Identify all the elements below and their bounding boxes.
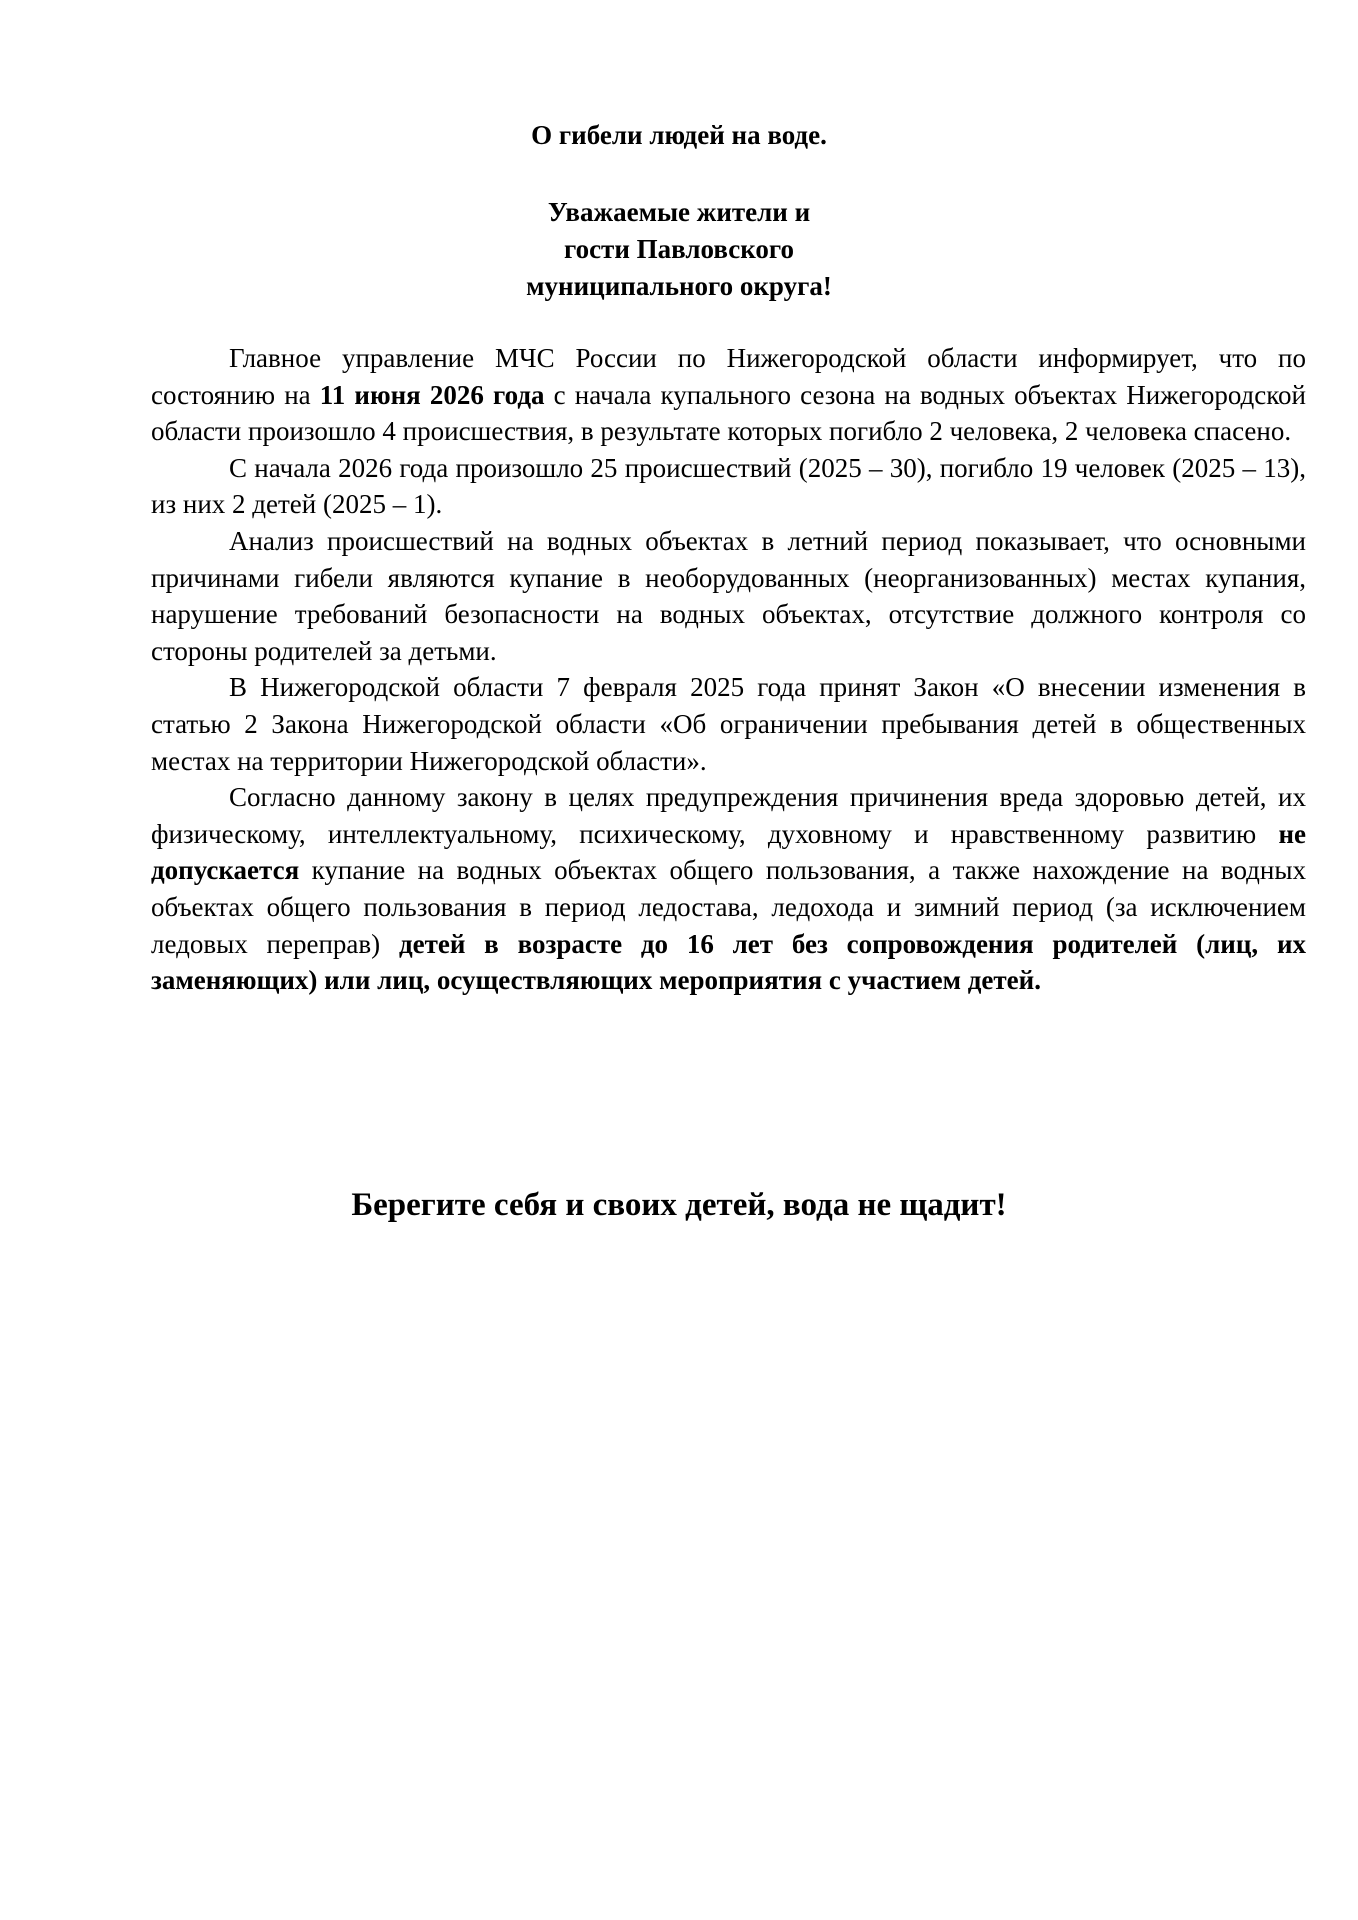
paragraph-text: Согласно данному закону в целях предупреждения причинения вреда здоровью детей, их физическому, интеллектуальному, психическому, духовному и нравственному развитию: [151, 782, 1306, 849]
closing-slogan: Берегите себя и своих детей, вода не щадит!: [351, 1187, 1007, 1223]
paragraph-statistics-season: [151, 340, 1306, 450]
prohibition-emphasis: не допускается: [151, 818, 1306, 886]
paragraph-law: В Нижегородской области 7 февраля 2025 года принят Закон «О внесении изменения в статью 2 Закона Нижегородской области «Об ограничении пребывания детей в общественных местах на территории Нижегородской области».: [151, 672, 1306, 776]
greeting-line: Уважаемые жители и: [547, 197, 811, 227]
greeting-line: муниципального округа!: [526, 271, 832, 301]
paragraph-text: Главное управление МЧС России по Нижегородской области информирует, что по состоянию на: [151, 343, 1306, 410]
greeting-heading: [0, 194, 1358, 305]
paragraph-text: купание на водных объектах общего пользования, а также нахождение на водных объектах общего пользования в период ледостава, ледохода и зимний период (за исключением ледовых переправ): [151, 855, 1306, 959]
document-title: О гибели людей на воде.: [531, 120, 827, 150]
greeting-line: гости Павловского: [563, 234, 795, 264]
paragraph-restriction: [151, 779, 1306, 999]
children-age-emphasis: детей в возрасте до 16 лет без сопровождения родителей (лиц, их заменяющих) или лиц, осуществляющих мероприятия с участием детей.: [151, 928, 1307, 996]
document-body: [151, 340, 1306, 999]
paragraph-text: с начала купального сезона на водных объектах Нижегородской области произошло 4 происшествия, в результате которых погибло 2 человека, 2 человека спасено.: [151, 379, 1306, 447]
date-emphasis: 11 июня 2026 года: [319, 379, 545, 410]
paragraph-analysis: Анализ происшествий на водных объектах в летний период показывает, что основными причинами гибели являются купание в необорудованных (неорганизованных) местах купания, нарушение требований безопасности на водных объектах, отсутствие должного контроля со стороны родителей за детьми.: [151, 525, 1306, 666]
paragraph-statistics-year: С начала 2026 года произошло 25 происшествий (2025 – 30), погибло 19 человек (2025 – 13), из них 2 детей (2025 – 1).: [151, 452, 1306, 520]
